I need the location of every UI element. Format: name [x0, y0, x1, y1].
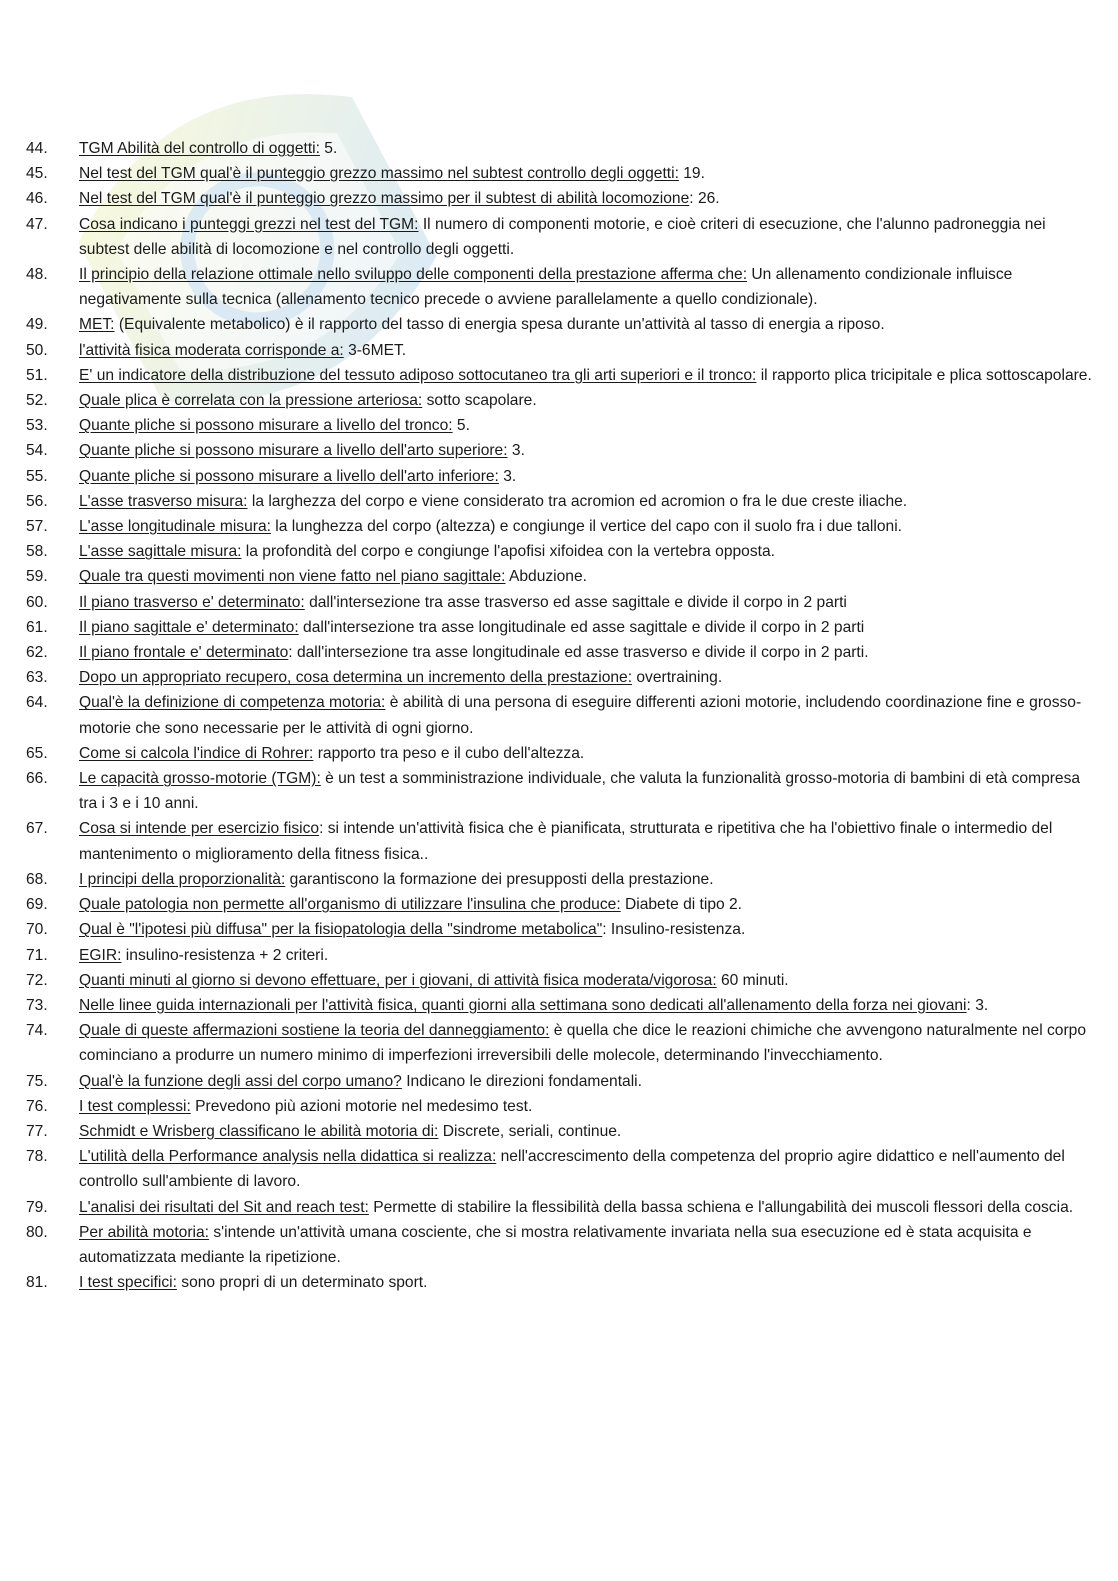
item-question: Quale tra questi movimenti non viene fatto nel piano sagittale: [79, 568, 506, 586]
list-item [26, 640, 1094, 665]
item-answer: Abduzione. [505, 568, 587, 586]
list-item [26, 136, 1094, 161]
item-question: Cosa indicano i punteggi grezzi nel test del TGM: [79, 215, 419, 233]
list-item [26, 186, 1094, 211]
list-item [26, 1094, 1094, 1119]
list-item [26, 1220, 1094, 1270]
item-number: 51. [26, 366, 48, 384]
item-question: I test specifici: [79, 1274, 177, 1292]
item-answer: è abilità di una persona di eseguire differenti azioni motorie, includendo coordinazione fine e grosso-motorie che sono necessarie per le attività di ogni giorno. [79, 694, 1082, 737]
item-answer: 5. [319, 140, 338, 157]
item-answer: il rapporto plica tricipitale e plica sottoscapolare. [756, 366, 1092, 384]
item-text [79, 514, 1094, 539]
list-item [26, 943, 1094, 968]
item-text [79, 161, 1094, 186]
list-item [26, 1069, 1094, 1094]
item-question: Quanti minuti al giorno si devono effettuare, per i giovani, di attività fisica moderata/vigorosa: [79, 971, 717, 989]
item-question: Nelle linee guida internazionali per l'attività fisica, quanti giorni alla settimana sono dedicati all'allenamento della forza nei giovani [79, 996, 967, 1014]
list-item [26, 867, 1094, 892]
item-text [79, 489, 1094, 514]
item-question: Quante pliche si possono misurare a livello dell'arto superiore: [79, 442, 508, 460]
item-number: 48. [26, 266, 48, 284]
item-text [79, 1144, 1094, 1194]
item-answer: dall'intersezione tra asse longitudinale ed asse sagittale e divide il corpo in 2 parti [298, 618, 865, 636]
item-text [79, 388, 1094, 413]
list-item [26, 993, 1094, 1018]
item-question: Quale patologia non permette all'organismo di utilizzare l'insulina che produce: [79, 896, 621, 914]
item-text [79, 690, 1094, 740]
item-question: L'asse trasverso misura: [79, 492, 248, 510]
question-list [26, 136, 1094, 1295]
list-item [26, 464, 1094, 489]
item-question: Il piano trasverso e' determinato: [79, 593, 305, 611]
item-answer: Indicano le direzioni fondamentali. [401, 1072, 642, 1090]
item-question: Nel test del TGM qual'è il punteggio grezzo massimo per il subtest di abilità locomozione [79, 190, 690, 208]
list-item [26, 690, 1094, 740]
item-answer: dall'intersezione tra asse trasverso ed asse sagittale e divide il corpo in 2 parti [304, 593, 847, 611]
item-answer: insulino-resistenza + 2 criteri. [121, 946, 329, 964]
item-number: 57. [26, 518, 48, 536]
item-number: 73. [26, 996, 48, 1014]
list-item [26, 338, 1094, 363]
item-text [79, 438, 1094, 463]
item-number: 63. [26, 669, 48, 687]
item-number: 69. [26, 896, 48, 914]
item-answer: la larghezza del corpo e viene considerato tra acromion ed acromion o fra le due creste iliache. [247, 492, 908, 510]
item-text [79, 1069, 1094, 1094]
list-item [26, 615, 1094, 640]
item-question: Il principio della relazione ottimale nello sviluppo delle componenti della prestazione afferma che: [79, 266, 748, 284]
item-number: 59. [26, 568, 48, 586]
item-question: L'asse longitudinale misura: [79, 518, 271, 536]
item-answer: Prevedono più azioni motorie nel medesimo test. [190, 1097, 533, 1115]
item-question: Qual è "l'ipotesi più diffusa" per la fisiopatologia della "sindrome metabolica" [79, 921, 603, 939]
item-number: 54. [26, 442, 48, 460]
item-question: Quale di queste affermazioni sostiene la teoria del danneggiamento: [79, 1022, 550, 1040]
item-number: 66. [26, 770, 48, 788]
item-number: 76. [26, 1097, 48, 1115]
item-question: Cosa si intende per esercizio fisico [79, 820, 320, 838]
item-answer: Un allenamento condizionale influisce negativamente sulla tecnica (allenamento tecnico precede o avviene parallelamente a quello condizionale). [79, 266, 1013, 309]
item-answer: : Insulino-resistenza. [602, 921, 746, 939]
item-answer: rapporto tra peso e il cubo dell'altezza. [313, 744, 585, 762]
item-question: I test complessi: [79, 1097, 191, 1115]
list-item [26, 161, 1094, 186]
item-answer: è un test a somministrazione individuale, che valuta la funzionalità grosso-motoria di bambini di età compresa tra i 3 e i 10 anni. [79, 770, 1081, 813]
item-text [79, 892, 1094, 917]
item-number: 78. [26, 1148, 48, 1166]
list-item [26, 766, 1094, 816]
item-question: TGM Abilità del controllo di oggetti: [79, 140, 320, 157]
item-text [79, 766, 1094, 816]
item-question: Come si calcola l'indice di Rohrer: [79, 744, 314, 762]
item-answer: 5. [452, 417, 470, 435]
list-item [26, 413, 1094, 438]
item-text [79, 867, 1094, 892]
item-answer: Permette di stabilire la flessibilità della bassa schiena e l'allungabilità dei muscoli flessori della coscia. [368, 1198, 1074, 1216]
list-item [26, 665, 1094, 690]
item-text [79, 943, 1094, 968]
list-item [26, 438, 1094, 463]
item-number: 64. [26, 694, 48, 712]
item-text [79, 262, 1094, 312]
item-number: 81. [26, 1274, 48, 1292]
item-text [79, 640, 1094, 665]
item-text [79, 917, 1094, 942]
item-question: E' un indicatore della distribuzione del tessuto adiposo sottocutaneo tra gli arti superiori e il tronco: [79, 366, 757, 384]
item-number: 45. [26, 165, 48, 183]
item-number: 77. [26, 1122, 48, 1140]
list-item [26, 590, 1094, 615]
item-question: MET: [79, 316, 115, 334]
list-item [26, 312, 1094, 337]
list-item [26, 514, 1094, 539]
item-answer: overtraining. [632, 669, 723, 687]
item-text [79, 312, 1094, 337]
item-number: 75. [26, 1072, 48, 1090]
item-question: L'analisi dei risultati del Sit and reach test: [79, 1198, 369, 1216]
list-item [26, 741, 1094, 766]
item-number: 62. [26, 644, 48, 662]
item-text [79, 338, 1094, 363]
item-text [79, 1018, 1094, 1068]
item-number: 50. [26, 341, 48, 359]
item-text [79, 590, 1094, 615]
item-number: 74. [26, 1022, 48, 1040]
item-question: Qual'è la funzione degli assi del corpo umano? [79, 1072, 402, 1090]
item-answer: la profondità del corpo e congiunge l'apofisi xifoidea con la vertebra opposta. [241, 543, 775, 561]
list-item [26, 968, 1094, 993]
item-text [79, 564, 1094, 589]
item-answer: : dall'intersezione tra asse longitudinale ed asse trasverso e divide il corpo in 2 parti. [288, 644, 869, 662]
list-item [26, 1144, 1094, 1194]
list-item [26, 816, 1094, 866]
item-question: Quante pliche si possono misurare a livello dell'arto inferiore: [79, 467, 499, 485]
item-answer: garantiscono la formazione dei presupposti della prestazione. [285, 870, 714, 888]
item-question: Schmidt e Wrisberg classificano le abilità motoria di: [79, 1122, 439, 1140]
item-text [79, 363, 1094, 388]
item-text [79, 741, 1094, 766]
list-item [26, 1195, 1094, 1220]
list-item [26, 564, 1094, 589]
item-number: 44. [26, 140, 48, 157]
list-item [26, 917, 1094, 942]
item-text [79, 968, 1094, 993]
item-question: Per abilità motoria: [79, 1223, 210, 1241]
item-answer: sono propri di un determinato sport. [176, 1274, 428, 1292]
item-number: 70. [26, 921, 48, 939]
item-number: 68. [26, 870, 48, 888]
item-number: 58. [26, 543, 48, 561]
item-text [79, 1220, 1094, 1270]
item-number: 80. [26, 1223, 48, 1241]
item-question: Quante pliche si possono misurare a livello del tronco: [79, 417, 453, 435]
item-number: 79. [26, 1198, 48, 1216]
item-number: 52. [26, 392, 48, 410]
item-text [79, 539, 1094, 564]
item-answer: 19. [678, 165, 705, 183]
item-number: 56. [26, 492, 48, 510]
item-number: 46. [26, 190, 48, 208]
item-question: l'attività fisica moderata corrisponde a: [79, 341, 344, 359]
list-item [26, 388, 1094, 413]
item-answer: Discrete, seriali, continue. [438, 1122, 622, 1140]
item-question: Nel test del TGM qual'è il punteggio grezzo massimo nel subtest controllo degli oggetti: [79, 165, 679, 183]
item-answer: 3-6MET. [343, 341, 407, 359]
item-question: Quale plica è correlata con la pressione arteriosa: [79, 392, 423, 410]
item-question: EGIR: [79, 946, 122, 964]
item-number: 71. [26, 946, 48, 964]
item-answer: : 26. [689, 190, 720, 208]
item-text [79, 136, 1094, 161]
list-item [26, 212, 1094, 262]
item-number: 61. [26, 618, 48, 636]
list-item [26, 892, 1094, 917]
item-text [79, 1195, 1094, 1220]
item-text [79, 186, 1094, 211]
item-question: Il piano frontale e' determinato [79, 644, 289, 662]
item-question: I principi della proporzionalità: [79, 870, 286, 888]
item-answer: Il numero di componenti motorie, e cioè criteri di esecuzione, che l'alunno padroneggia nei subtest delle abilità di locomozione e nel controllo degli oggetti. [79, 215, 1046, 258]
item-question: Il piano sagittale e' determinato: [79, 618, 299, 636]
item-text [79, 1270, 1094, 1295]
item-text [79, 816, 1094, 866]
item-number: 60. [26, 593, 48, 611]
item-question: Le capacità grosso-motorie (TGM): [79, 770, 321, 788]
list-item [26, 262, 1094, 312]
item-question: Dopo un appropriato recupero, cosa determina un incremento della prestazione: [79, 669, 633, 687]
item-answer: : si intende un'attività fisica che è pianificata, strutturata e ripetitiva che ha l'obiettivo finale o intermedio del mantenimento o miglioramento della fitness fisica.. [79, 820, 1053, 863]
item-number: 53. [26, 417, 48, 435]
item-text [79, 413, 1094, 438]
item-number: 49. [26, 316, 48, 334]
list-item [26, 539, 1094, 564]
item-answer: la lunghezza del corpo (altezza) e congiunge il vertice del capo con il suolo fra i due talloni. [270, 518, 903, 536]
item-text [79, 1094, 1094, 1119]
item-answer: sotto scapolare. [422, 392, 537, 410]
item-text [79, 665, 1094, 690]
item-text [79, 212, 1094, 262]
item-answer: (Equivalente metabolico) è il rapporto del tasso di energia spesa durante un'attività al tasso di energia a riposo. [114, 316, 885, 334]
item-number: 47. [26, 215, 48, 233]
list-item [26, 363, 1094, 388]
item-question: L'asse sagittale misura: [79, 543, 242, 561]
item-answer: : 3. [966, 996, 989, 1014]
item-answer: nell'accrescimento della competenza del proprio agire didattico e nell'aumento del controllo sull'ambiente di lavoro. [79, 1148, 1065, 1191]
item-number: 67. [26, 820, 48, 838]
item-answer: s'intende un'attività umana cosciente, che si mostra relativamente invariata nella sua esecuzione ed è stata acquisita e automatizzata mediante la ripetizione. [79, 1223, 1032, 1266]
item-question: Qual'è la definizione di competenza motoria: [79, 694, 386, 712]
item-question: L'utilità della Performance analysis nella didattica si realizza: [79, 1148, 497, 1166]
item-text [79, 1119, 1094, 1144]
item-text [79, 993, 1094, 1018]
item-answer: 3. [498, 467, 517, 485]
item-number: 72. [26, 971, 48, 989]
list-item [26, 1270, 1094, 1295]
item-answer: 3. [507, 442, 525, 460]
list-item [26, 489, 1094, 514]
item-text [79, 464, 1094, 489]
list-item [26, 1018, 1094, 1068]
item-text [79, 615, 1094, 640]
item-number: 65. [26, 744, 48, 762]
item-answer: Diabete di tipo 2. [620, 896, 743, 914]
item-number: 55. [26, 467, 48, 485]
list-item [26, 1119, 1094, 1144]
item-answer: è quella che dice le reazioni chimiche che avvengono naturalmente nel corpo cominciano a produrre un numero minimo di imperfezioni irreversibili delle molecole, determinando l'invecchiamento. [79, 1022, 1087, 1065]
item-answer: 60 minuti. [716, 971, 789, 989]
